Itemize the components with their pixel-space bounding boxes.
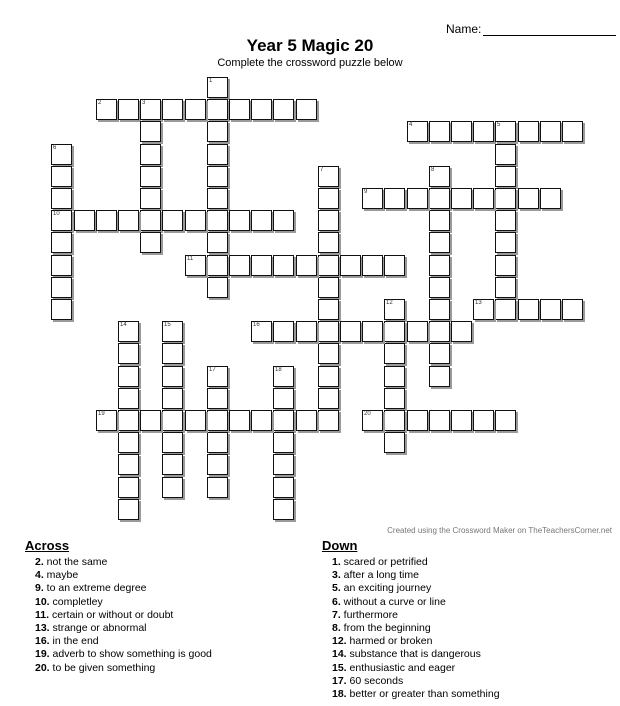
grid-cell[interactable] [118,477,139,498]
grid-cell[interactable] [362,255,383,276]
page-title: Year 5 Magic 20 [246,36,374,55]
grid-cell[interactable] [51,299,72,320]
grid-cell[interactable] [407,410,428,431]
clue-number: 7. [332,608,341,621]
down-clues [322,538,500,701]
grid-cell[interactable] [495,410,516,431]
grid-cell[interactable] [51,255,72,276]
clue-text: substance that is dangerous [346,648,481,661]
grid-cell[interactable] [495,255,516,276]
grid-cell[interactable] [429,410,450,431]
grid-cell[interactable] [162,432,183,453]
clue-number-label: 19 [98,411,105,417]
grid-cell[interactable] [207,166,228,187]
grid-cell[interactable] [140,188,161,209]
grid-cell[interactable] [96,99,117,120]
grid-cell[interactable] [162,321,183,342]
clue-across-11 [35,609,212,622]
grid-cell[interactable] [429,232,450,253]
clue-down-1 [332,556,500,569]
grid-cell[interactable] [140,166,161,187]
clue-number-label: 14 [120,322,127,328]
clue-text: certain or without or doubt [49,608,174,621]
grid-cell[interactable] [318,343,339,364]
grid-cell[interactable] [296,255,317,276]
grid-cell[interactable] [429,121,450,142]
grid-cell[interactable] [429,299,450,320]
grid-cell[interactable] [162,366,183,387]
clue-number: 11. [35,608,50,621]
grid-cell[interactable] [296,99,317,120]
clue-number: 2. [35,556,44,568]
grid-cell[interactable] [51,144,72,165]
clue-text: enthusiastic and eager [346,661,456,674]
clue-number-label: 1 [209,78,213,84]
grid-cell[interactable] [51,232,72,253]
clue-down-12 [332,635,500,648]
clue-number-label: 20 [364,411,371,417]
grid-cell[interactable] [273,388,294,409]
grid-cell[interactable] [162,454,183,475]
grid-cell[interactable] [140,410,161,431]
clue-number-label: 12 [386,300,393,306]
grid-cell[interactable] [429,188,450,209]
clue-text: to an extreme degree [43,582,147,595]
grid-cell[interactable] [162,388,183,409]
page-subtitle: Complete the crossword puzzle below [217,57,403,69]
grid-cell[interactable] [518,299,539,320]
grid-cell[interactable] [473,410,494,431]
grid-cell[interactable] [207,121,228,142]
grid-cell[interactable] [473,121,494,142]
clue-down-8 [332,622,500,635]
clue-down-3 [332,569,500,582]
grid-cell[interactable] [495,144,516,165]
grid-cell[interactable] [318,366,339,387]
grid-cell[interactable] [273,366,294,387]
grid-cell[interactable] [162,477,183,498]
grid-cell[interactable] [118,99,139,120]
clue-number: 12. [332,635,347,648]
clue-across-20 [35,662,212,675]
grid-cell[interactable] [273,210,294,231]
clue-down-5 [332,582,500,595]
grid-cell[interactable] [407,121,428,142]
grid-cell[interactable] [96,410,117,431]
grid-cell[interactable] [118,432,139,453]
grid-cell[interactable] [473,188,494,209]
grid-cell[interactable] [185,99,206,120]
grid-cell[interactable] [451,410,472,431]
clue-text: better or greater than something [346,688,500,701]
grid-cell[interactable] [318,277,339,298]
grid-cell[interactable] [451,321,472,342]
grid-cell[interactable] [118,454,139,475]
clue-number-label: 10 [53,211,60,217]
grid-cell[interactable] [540,188,561,209]
grid-cell[interactable] [318,388,339,409]
grid-cell[interactable] [518,188,539,209]
grid-cell[interactable] [273,321,294,342]
clue-text: furthermore [340,608,398,621]
down-clue-list [322,556,500,701]
grid-cell[interactable] [118,499,139,520]
clue-number: 16. [35,635,50,648]
grid-cell[interactable] [96,210,117,231]
grid-cell[interactable] [185,210,206,231]
grid-cell[interactable] [251,410,272,431]
across-clue-list [25,556,212,675]
grid-cell[interactable] [118,388,139,409]
grid-cell[interactable] [118,343,139,364]
grid-cell[interactable] [207,255,228,276]
clue-number: 8. [332,622,341,635]
grid-cell[interactable] [318,188,339,209]
grid-cell[interactable] [118,321,139,342]
grid-cell[interactable] [429,277,450,298]
grid-cell[interactable] [273,255,294,276]
grid-cell[interactable] [473,299,494,320]
grid-cell[interactable] [318,410,339,431]
grid-cell[interactable] [429,255,450,276]
grid-cell[interactable] [384,388,405,409]
grid-cell[interactable] [251,210,272,231]
clue-number-label: 5 [497,122,501,128]
grid-cell[interactable] [362,410,383,431]
grid-cell[interactable] [407,321,428,342]
grid-cell[interactable] [384,432,405,453]
clue-down-7 [332,609,500,622]
clue-down-14 [332,648,500,661]
grid-cell[interactable] [518,121,539,142]
grid-cell[interactable] [162,343,183,364]
grid-cell[interactable] [229,410,250,431]
grid-cell[interactable] [273,99,294,120]
clue-number: 19. [35,648,50,661]
across-clues [25,538,212,675]
grid-cell[interactable] [251,321,272,342]
grid-cell[interactable] [207,410,228,431]
grid-cell[interactable] [118,210,139,231]
grid-cell[interactable] [318,299,339,320]
grid-cell[interactable] [407,188,428,209]
grid-cell[interactable] [207,432,228,453]
clue-text: not the same [43,556,108,568]
grid-cell[interactable] [384,299,405,320]
clue-number: 9. [35,582,44,595]
clue-text: 60 seconds [346,674,404,687]
grid-cell[interactable] [429,343,450,364]
clue-number-label: 18 [275,367,282,373]
clue-number: 4. [35,569,44,582]
clue-number: 18. [332,688,347,701]
clue-across-16 [35,635,212,648]
grid-cell[interactable] [495,166,516,187]
grid-cell[interactable] [207,277,228,298]
grid-cell[interactable] [451,188,472,209]
clue-number: 3. [332,569,341,582]
grid-cell[interactable] [296,321,317,342]
down-heading: Down [322,538,358,553]
grid-cell[interactable] [207,144,228,165]
grid-cell[interactable] [140,99,161,120]
clue-text: adverb to show something is good [49,648,212,661]
grid-cell[interactable] [318,321,339,342]
grid-cell[interactable] [51,188,72,209]
grid-cell[interactable] [495,121,516,142]
grid-cell[interactable] [251,255,272,276]
grid-cell[interactable] [340,321,361,342]
clue-text: strange or abnormal [49,622,147,635]
grid-cell[interactable] [229,210,250,231]
grid-cell[interactable] [162,210,183,231]
clue-number: 1. [332,556,341,568]
clue-number: 13. [35,622,50,635]
grid-cell[interactable] [140,121,161,142]
grid-cell[interactable] [362,188,383,209]
grid-cell[interactable] [384,255,405,276]
grid-cell[interactable] [562,299,583,320]
clue-down-18 [332,688,500,701]
clue-text: without a curve or line [340,595,446,608]
clue-down-17 [332,675,500,688]
clue-number: 15. [332,661,347,674]
grid-cell[interactable] [384,321,405,342]
grid-cell[interactable] [207,454,228,475]
clue-number-label: 17 [209,367,216,373]
clue-down-15 [332,662,500,675]
across-heading: Across [25,538,70,553]
grid-cell[interactable] [273,454,294,475]
clue-number-label: 11 [187,256,194,262]
clue-number-label: 6 [53,145,57,151]
clue-text: an exciting journey [340,582,432,595]
credit-text: Created using the Crossword Maker on TheTeachersCorner.net [387,526,612,535]
clue-down-6 [332,596,500,609]
clue-across-13 [35,622,212,635]
clue-across-2 [35,556,212,569]
clue-text: to be given something [49,661,156,674]
grid-cell[interactable] [140,210,161,231]
clue-number-label: 4 [409,122,413,128]
grid-cell[interactable] [429,166,450,187]
grid-cell[interactable] [384,343,405,364]
grid-cell[interactable] [207,77,228,98]
clue-across-9 [35,582,212,595]
grid-cell[interactable] [495,299,516,320]
grid-cell[interactable] [318,210,339,231]
grid-cell[interactable] [118,410,139,431]
grid-cell[interactable] [318,255,339,276]
clue-number: 17. [332,674,347,687]
clue-text: in the end [49,635,99,648]
grid-cell[interactable] [185,255,206,276]
grid-cell[interactable] [207,388,228,409]
grid-cell[interactable] [51,210,72,231]
grid-cell[interactable] [273,477,294,498]
grid-cell[interactable] [296,410,317,431]
grid-cell[interactable] [251,99,272,120]
clue-number: 6. [332,595,341,608]
grid-cell[interactable] [207,232,228,253]
grid-cell[interactable] [185,410,206,431]
grid-cell[interactable] [340,255,361,276]
clue-number-label: 8 [431,167,435,173]
clue-number-label: 15 [164,322,171,328]
grid-cell[interactable] [140,232,161,253]
clue-text: harmed or broken [346,635,433,648]
clue-text: scared or petrified [340,556,428,568]
grid-cell[interactable] [384,188,405,209]
clue-number-label: 16 [253,322,260,328]
grid-cell[interactable] [207,99,228,120]
grid-cell[interactable] [207,188,228,209]
clue-number: 5. [332,582,341,595]
grid-cell[interactable] [118,366,139,387]
clue-number: 14. [332,648,347,661]
grid-cell[interactable] [384,410,405,431]
clue-number: 10. [35,595,50,608]
grid-cell[interactable] [318,232,339,253]
grid-cell[interactable] [162,99,183,120]
grid-cell[interactable] [362,321,383,342]
clue-number-label: 3 [142,100,146,106]
grid-cell[interactable] [495,210,516,231]
grid-cell[interactable] [384,366,405,387]
clue-across-19 [35,648,212,661]
grid-cell[interactable] [207,477,228,498]
grid-cell[interactable] [273,410,294,431]
grid-cell[interactable] [207,210,228,231]
grid-cell[interactable] [495,188,516,209]
grid-cell[interactable] [318,166,339,187]
grid-cell[interactable] [162,410,183,431]
grid-cell[interactable] [495,232,516,253]
clue-number-label: 9 [364,189,368,195]
grid-cell[interactable] [74,210,95,231]
grid-cell[interactable] [51,277,72,298]
grid-cell[interactable] [207,366,228,387]
clue-across-10 [35,596,212,609]
clue-number-label: 2 [98,100,102,106]
grid-cell[interactable] [229,99,250,120]
clue-text: completley [49,595,103,608]
clue-across-4 [35,569,212,582]
grid-cell[interactable] [273,432,294,453]
clue-text: from the beginning [340,622,431,635]
grid-cell[interactable] [429,210,450,231]
name-label: Name: [446,22,482,36]
grid-cell[interactable] [495,277,516,298]
grid-cell[interactable] [273,499,294,520]
grid-cell[interactable] [429,321,450,342]
grid-cell[interactable] [229,255,250,276]
clue-text: maybe [43,569,79,582]
grid-cell[interactable] [562,121,583,142]
clue-number-label: 13 [475,300,482,306]
grid-cell[interactable] [140,144,161,165]
clue-text: after a long time [340,569,419,582]
clue-number: 20. [35,661,50,674]
grid-cell[interactable] [429,366,450,387]
clue-number-label: 7 [320,167,324,173]
grid-cell[interactable] [540,121,561,142]
grid-cell[interactable] [451,121,472,142]
grid-cell[interactable] [540,299,561,320]
grid-cell[interactable] [51,166,72,187]
